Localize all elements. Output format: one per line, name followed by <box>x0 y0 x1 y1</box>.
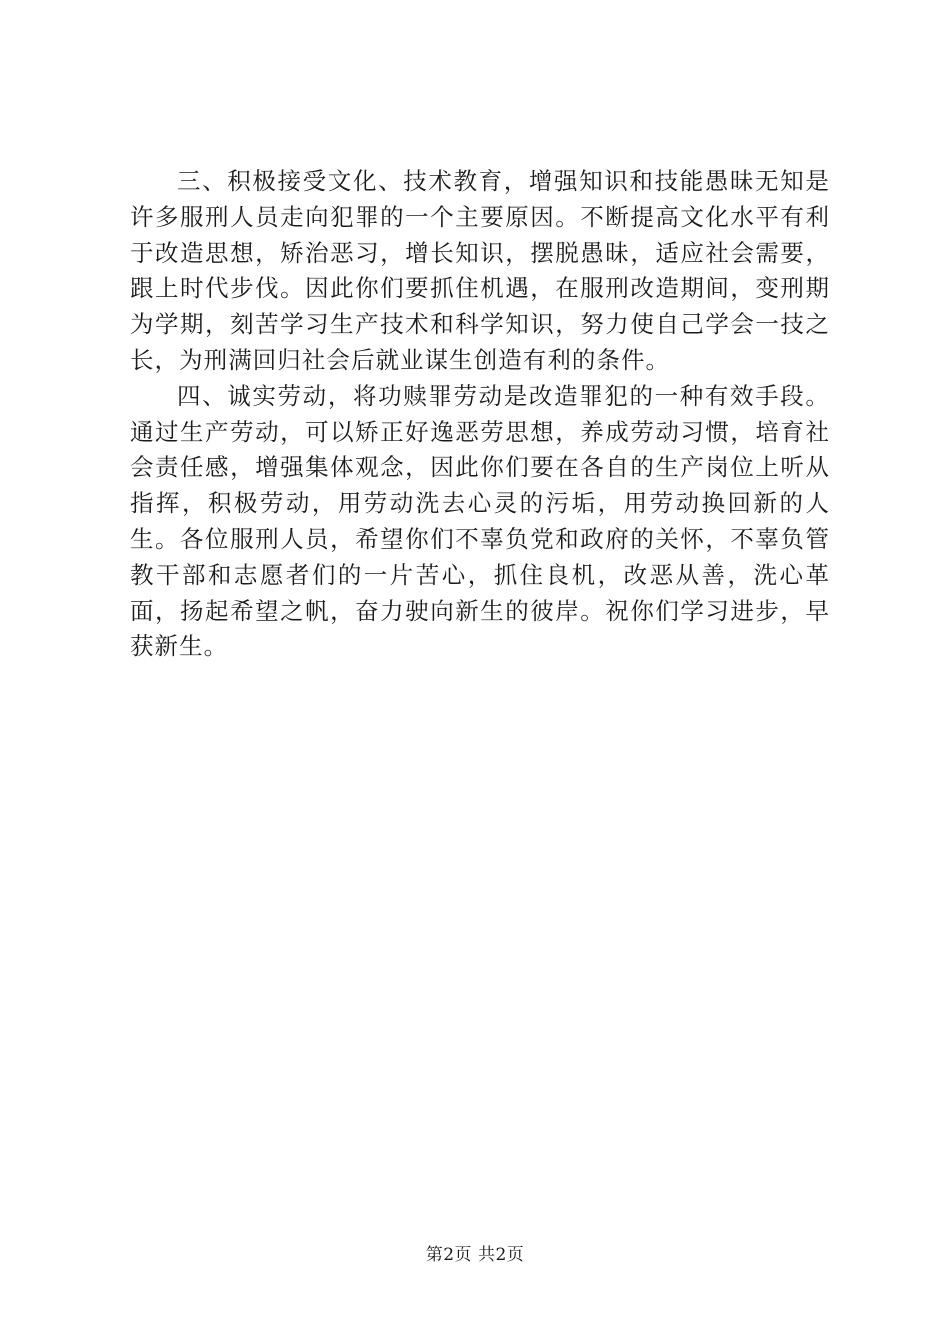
paragraph-honest-labor: 四、诚实劳动，将功赎罪劳动是改造罪犯的一种有效手段。通过生产劳动，可以矫正好逸恶劳思想，养成劳动习惯，培育社会责任感，增强集体观念，因此你们要在各自的生产岗位上听从指挥，积极劳动，用劳动洗去心灵的污垢，用劳动换回新的人生。各位服刑人员，希望你们不辜负党和政府的关怀，不辜负管教干部和志愿者们的一片苦心，抓住良机，改恶从善，洗心革面，扬起希望之帆，奋力驶向新生的彼岸。祝你们学习进步，早获新生。 <box>130 381 830 661</box>
document-body <box>130 164 830 665</box>
page-footer: 第2页 共2页 <box>425 1245 525 1265</box>
paragraph-culture-education: 三、积极接受文化、技术教育，增强知识和技能愚昧无知是许多服刑人员走向犯罪的一个主要原因。不断提高文化水平有利于改造思想，矫治恶习，增长知识，摆脱愚昧，适应社会需要，跟上时代步伐。因此你们要抓住机遇，在服刑改造期间，变刑期为学期，刻苦学习生产技术和科学知识，努力使自己学会一技之长，为刑满回归社会后就业谋生创造有利的条件。 <box>130 167 830 374</box>
